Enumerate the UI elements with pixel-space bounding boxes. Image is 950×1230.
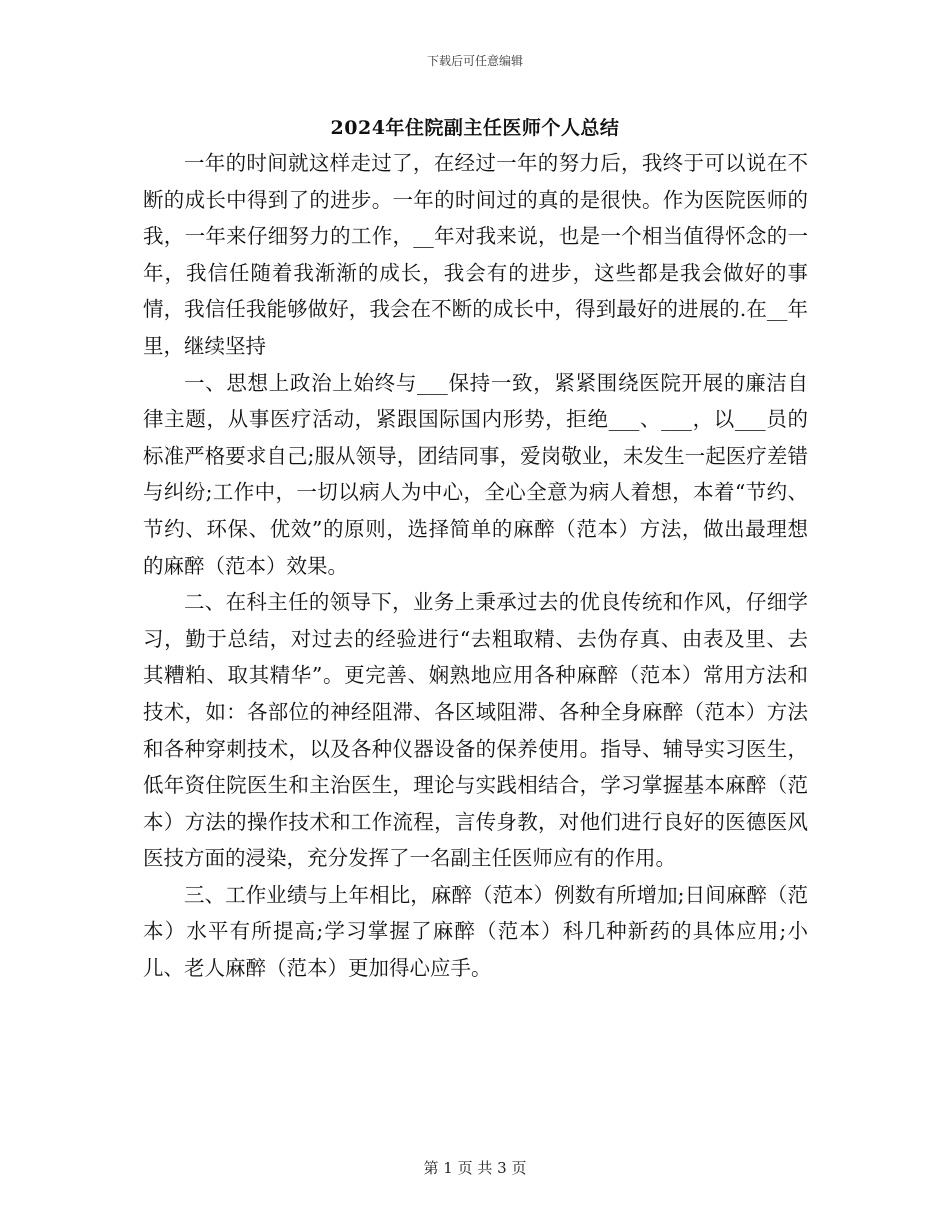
paragraph-section-3: 三、工作业绩与上年相比，麻醉（范本）例数有所增加;日间麻醉（范本）水平有所提高;学习掌握了麻醉（范本）科几种新药的具体应用;小儿、老人麻醉（范本）更加得心应手。 (143, 882, 808, 981)
document-title: 2024年住院副主任医师个人总结 (330, 117, 620, 139)
paragraph-section-2: 二、在科主任的领导下，业务上秉承过去的优良传统和作风，仔细学习，勤于总结，对过去的经验进行“去粗取精、去伪存真、由表及里、去其糟粕、取其精华”。更完善、娴熟地应用各种麻醉（范本）常用方法和技术，如：各部位的神经阻滞、各区域阻滞、各种全身麻醉（范本）方法和各种穿刺技术，以及各种仪器设备的保养使用。指导、辅导实习医生，低年资住院医生和主治医生，理论与实践相结合，学习掌握基本麻醉（范本）方法的操作技术和工作流程，言传身教，对他们进行良好的医德医风医技方面的浸染，充分发挥了一名副主任医师应有的作用。 (143, 590, 808, 871)
document-body (143, 145, 808, 987)
paragraph-section-1: 一、思想上政治上始终与___保持一致，紧紧围绕医院开展的廉洁自律主题，从事医疗活动，紧跟国际国内形势，拒绝___、___，以___员的标准严格要求自己;服从领导，团结同事，爱岗敬业，未发生一起医疗差错与纠纷;工作中，一切以病人为中心，全心全意为病人着想，本着“节约、节约、环保、优效”的原则，选择简单的麻醉（范本）方法，做出最理想的麻醉（范本）效果。 (143, 370, 808, 578)
paragraph-intro: 一年的时间就这样走过了，在经过一年的努力后，我终于可以说在不断的成长中得到了的进步。一年的时间过的真的是很快。作为医院医师的我，一年来仔细努力的工作，__年对我来说，也是一个相当值得怀念的一年，我信任随着我渐渐的成长，我会有的进步，这些都是我会做好的事情，我信任我能够做好，我会在不断的成长中，得到最好的进展的.在__年里，继续坚持 (143, 151, 808, 358)
page-number: 第 1 页 共 3 页 (423, 1159, 527, 1177)
header-note: 下载后可任意编辑 (426, 54, 523, 68)
